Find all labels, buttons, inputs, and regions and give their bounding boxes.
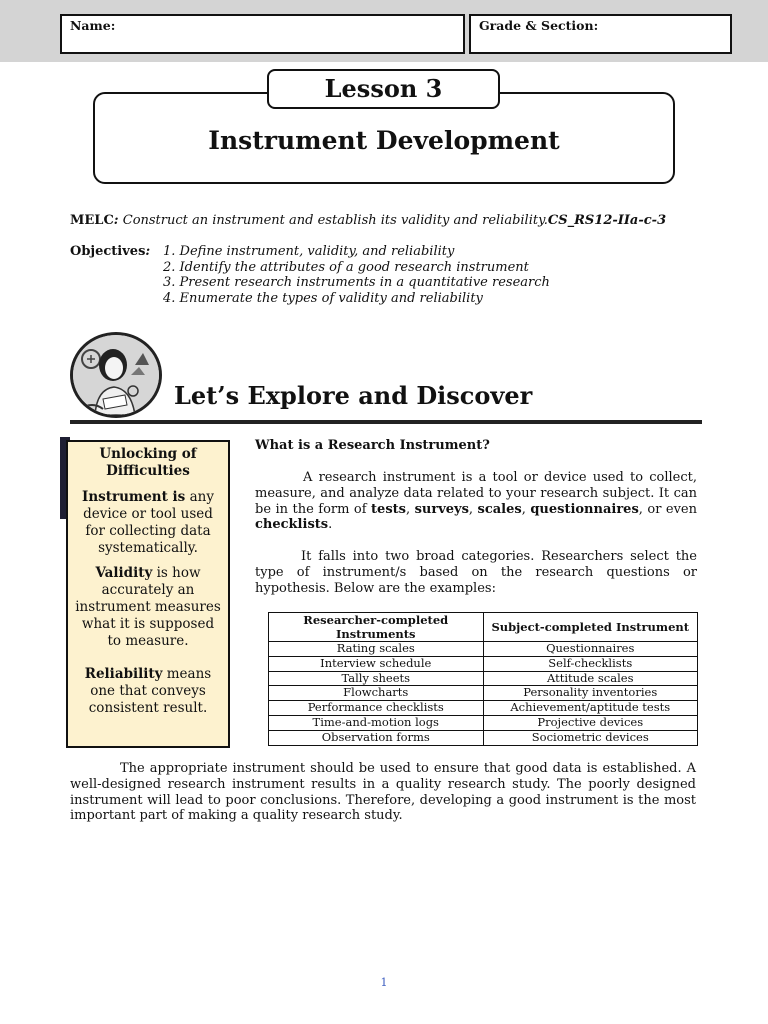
section-title: Let’s Explore and Discover bbox=[174, 381, 533, 410]
student-reading-illustration bbox=[70, 332, 162, 418]
instrument-table bbox=[268, 612, 698, 746]
paragraph-conclusion: The appropriate instrument should be used to ensure that good data is established. A well-designed research instrument results in a quality research study. The poorly designed instrument will lead to poor conclusions. Therefore, developing a good instrument is the most important part of making a quality research study. bbox=[70, 761, 696, 824]
table-row bbox=[269, 686, 698, 701]
term-instrument: Instrument is bbox=[82, 489, 186, 505]
separator: , or even bbox=[638, 501, 697, 517]
grade-section-label: Grade & Section: bbox=[479, 18, 599, 33]
objective-item: 4. Enumerate the types of validity and reliability bbox=[163, 290, 483, 306]
lesson-title: Instrument Development bbox=[208, 126, 560, 155]
table-row bbox=[269, 730, 698, 745]
table-header-row bbox=[269, 613, 698, 642]
table-cell: Tally sheets bbox=[269, 671, 484, 686]
melc-code: CS_RS12-IIa-c-3 bbox=[547, 213, 667, 228]
term-validity: Validity bbox=[95, 565, 153, 581]
objective-item: 2. Identify the attributes of a good research instrument bbox=[163, 259, 529, 275]
objective-item: 1. Define instrument, validity, and reliability bbox=[163, 244, 455, 259]
objectives-label-line bbox=[70, 244, 150, 259]
table-cell: Performance checklists bbox=[269, 701, 484, 716]
table-row bbox=[269, 701, 698, 716]
paragraph-definition bbox=[255, 470, 697, 533]
keyword-surveys: surveys bbox=[414, 501, 469, 517]
table-cell: Achievement/aptitude tests bbox=[483, 701, 698, 716]
paragraph-text: A research instrument is a tool or device used to collect, measure, and analyze data related to your research subject. It can be in the form of bbox=[255, 470, 697, 517]
question-heading: What is a Research Instrument? bbox=[255, 438, 490, 453]
column-header: Researcher-completed Instruments bbox=[269, 613, 484, 642]
table-cell: Observation forms bbox=[269, 730, 484, 745]
lesson-number: Lesson 3 bbox=[267, 69, 500, 109]
separator: , bbox=[521, 501, 531, 517]
separator: . bbox=[328, 517, 333, 533]
definition-reliability bbox=[74, 666, 222, 717]
separator: , bbox=[468, 501, 478, 517]
keyword-scales: scales bbox=[477, 501, 522, 517]
table-cell: Interview schedule bbox=[269, 656, 484, 671]
table-cell: Self-checklists bbox=[483, 656, 698, 671]
student-reading-icon bbox=[73, 335, 159, 415]
melc-colon: : bbox=[113, 213, 119, 228]
definition-reliability-text: means one that conveys consistent result. bbox=[88, 666, 212, 716]
definition-instrument-text: any device or tool used for collecting data systematically. bbox=[83, 489, 214, 556]
table-cell: Sociometric devices bbox=[483, 730, 698, 745]
objectives-label: Objectives bbox=[70, 244, 146, 259]
objectives-list bbox=[163, 244, 550, 306]
column-header: Subject-completed Instrument bbox=[483, 613, 698, 642]
keyword-tests: tests bbox=[371, 501, 406, 517]
table-cell: Rating scales bbox=[269, 642, 484, 657]
definition-instrument bbox=[74, 489, 222, 557]
table-cell: Attitude scales bbox=[483, 671, 698, 686]
objective-item: 3. Present research instruments in a quantitative research bbox=[163, 275, 550, 291]
term-reliability: Reliability bbox=[84, 666, 163, 682]
sidebox-heading: Unlocking of Difficulties bbox=[99, 446, 197, 479]
keyword-checklists: checklists bbox=[255, 517, 329, 533]
page-number: 1 bbox=[380, 976, 388, 989]
objectives-colon: : bbox=[145, 244, 151, 259]
table-cell: Projective devices bbox=[483, 715, 698, 730]
table-cell: Questionnaires bbox=[483, 642, 698, 657]
melc-text: Construct an instrument and establish its validity and reliability. bbox=[118, 213, 548, 228]
table-row bbox=[269, 715, 698, 730]
melc-line bbox=[70, 213, 666, 228]
section-divider bbox=[70, 420, 702, 424]
definition-validity bbox=[74, 565, 222, 650]
melc-label: MELC bbox=[70, 213, 114, 228]
name-field[interactable] bbox=[60, 14, 465, 54]
separator: , bbox=[405, 501, 415, 517]
table-cell: Personality inventories bbox=[483, 686, 698, 701]
table-row bbox=[269, 656, 698, 671]
unlocking-difficulties-box bbox=[66, 440, 230, 748]
grade-section-field[interactable] bbox=[469, 14, 732, 54]
definition-validity-text: is how accurately an instrument measures what it is supposed to measure. bbox=[75, 565, 221, 649]
table-cell: Flowcharts bbox=[269, 686, 484, 701]
name-label: Name: bbox=[70, 18, 116, 33]
table-cell: Time-and-motion logs bbox=[269, 715, 484, 730]
table-row bbox=[269, 642, 698, 657]
keyword-questionnaires: questionnaires bbox=[530, 501, 639, 517]
paragraph-categories: It falls into two broad categories. Researchers select the type of instrument/s based on the research questions or hypothesis. Below are the examples: bbox=[255, 549, 697, 596]
table-row bbox=[269, 671, 698, 686]
